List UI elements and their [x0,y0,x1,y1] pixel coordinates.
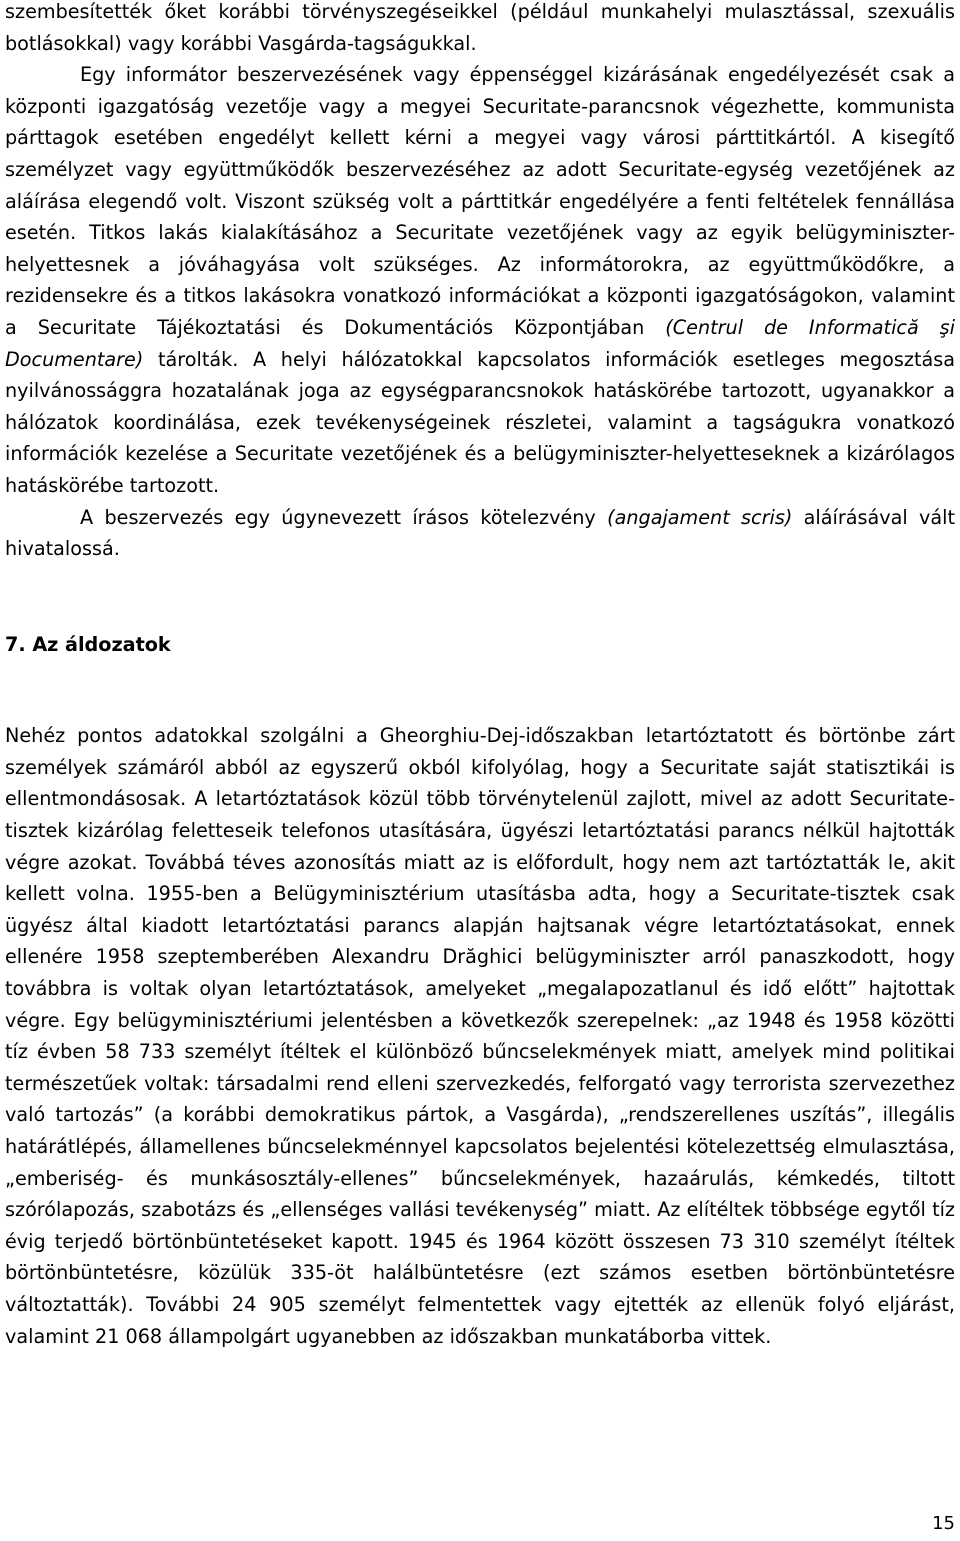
section-heading [5,629,955,661]
paragraph-text: Egy informátor beszervezésének vagy éppenséggel kizárásának engedélyezését csak a központi igazgatóság vezetője vagy a megyei Securitate-parancsnok végezhette, kommunista párttagok esetében engedélyt kellett kérni a megyei vagy városi párttitkártól. A kisegítő személyzet vagy együttműködők beszervezéséhez az adott Securitate-egység vezetőjének az aláírása elegendő volt. Viszont szükség volt a párttitkár engedélyére a fenti feltételek fennállása esetén. Titkos lakás kialakításához a Securitate vezetőjének vagy az egyik belügyminiszter-helyettesnek a jóváhagyása volt szükséges. Az informátorokra, az együttműködőkre, a rezidensekre és a titkos lakásokra vonatkozó információkat a központi igazgatóságokon, valamint a Securitate Tájékoztatási és Dokumentációs Központjában [5,63,955,339]
paragraph-text: A beszervezés egy úgynevezett írásos kötelezvény [80,505,608,529]
paragraph-written-commitment [5,502,955,565]
section-title: Az áldozatok [32,632,171,656]
document-page [5,0,955,1352]
section-number: 7. [5,632,26,656]
italic-term: (Centrul de Informatică şi Documentare) [5,315,955,371]
paragraph-text: aláírásával vált hivatalossá. [5,505,955,561]
paragraph-text: tárolták. A helyi hálózatokkal kapcsolatos információk esetleges megosztása nyilvánossággra hozatalának joga az egységparancsnokok hatáskörébe tartozott, ugyanakkor a hálózatok koordinálása, ezek tevékenységeinek részletei, valamint a tagságukra vonatkozó információk kezelése a Securitate vezetőjének és a belügyminiszter-helyetteseknek a kizárólagos hatáskörébe tartozott. [5,347,955,497]
paragraph-recruitment-authorization [5,59,955,501]
paragraph-continuation: szembesítették őket korábbi törvényszegéseikkel (például munkahelyi mulasztással, szexuális botlásokkal) vagy korábbi Vasgárda-tagságukkal. [5,0,955,55]
italic-term: (angajament scris) [607,505,793,529]
page-number: 15 [932,1513,955,1534]
paragraph-victims: Nehéz pontos adatokkal szolgálni a Gheorghiu-Dej-időszakban letartóztatott és börtönbe zárt személyek számáról abból az egyszerű okból kifolyólag, hogy a Securitate saját statisztikái is ellentmondásosak. A letartóztatások közül több törvénytelenül zajlott, mivel az adott Securitate-tisztek kizárólag feletteseik telefonos utasítására, ügyészi letartóztatási parancs nélkül hajtották végre azokat. Továbbá téves azonosítás miatt az is előfordult, hogy nem azt tartóztatták le, akit kellett volna. 1955-ben a Belügyminisztérium utasításba adta, hogy a Securitate-tisztek csak ügyész által kiadott letartóztatási parancs alapján hajtsanak végre letartóztatásokat, ennek ellenére 1958 szeptemberében Alexandru Drăghici belügyminiszter arról panaszkodott, hogy továbbra is voltak olyan letartóztatások, amelyeket „megalapozatlanul és idő előtt” hajtottak végre. Egy belügyminisztériumi jelentésben a következők szerepelnek: „az 1948 és 1958 közötti tíz évben 58 733 személyt ítéltek el különböző bűncselekmények miatt, amelyek mind politikai természetűek voltak: társadalmi rend elleni szervezkedés, felforgató vagy terrorista szervezethez való tartozás” (a korábbi demokratikus pártok, a Vasgárda), „rendszerellenes uszítás”, illegális határátlépés, államellenes bűncselekménnyel kapcsolatos bejelentési kötelezettség elmulasztása, „emberiség- és munkásosztály-ellenes” bűncselekmények, hazaárulás, kémkedés, tiltott szórólapozás, szabotázs és „ellenséges vallási tevékenység” miatt. Az elítéltek többsége egytől tíz évig terjedő börtönbüntetéseket kapott. 1945 és 1964 között összesen 73 310 személyt ítéltek börtönbüntetésre, közülük 335-öt halálbüntetésre (ezt számos esetben börtönbüntetésre változtatták). További 24 905 személyt felmentettek vagy ejtették az ellenük folyó eljárást, valamint 21 068 állampolgárt ugyanebben az időszakban munkatáborba vittek. [5,724,955,1348]
